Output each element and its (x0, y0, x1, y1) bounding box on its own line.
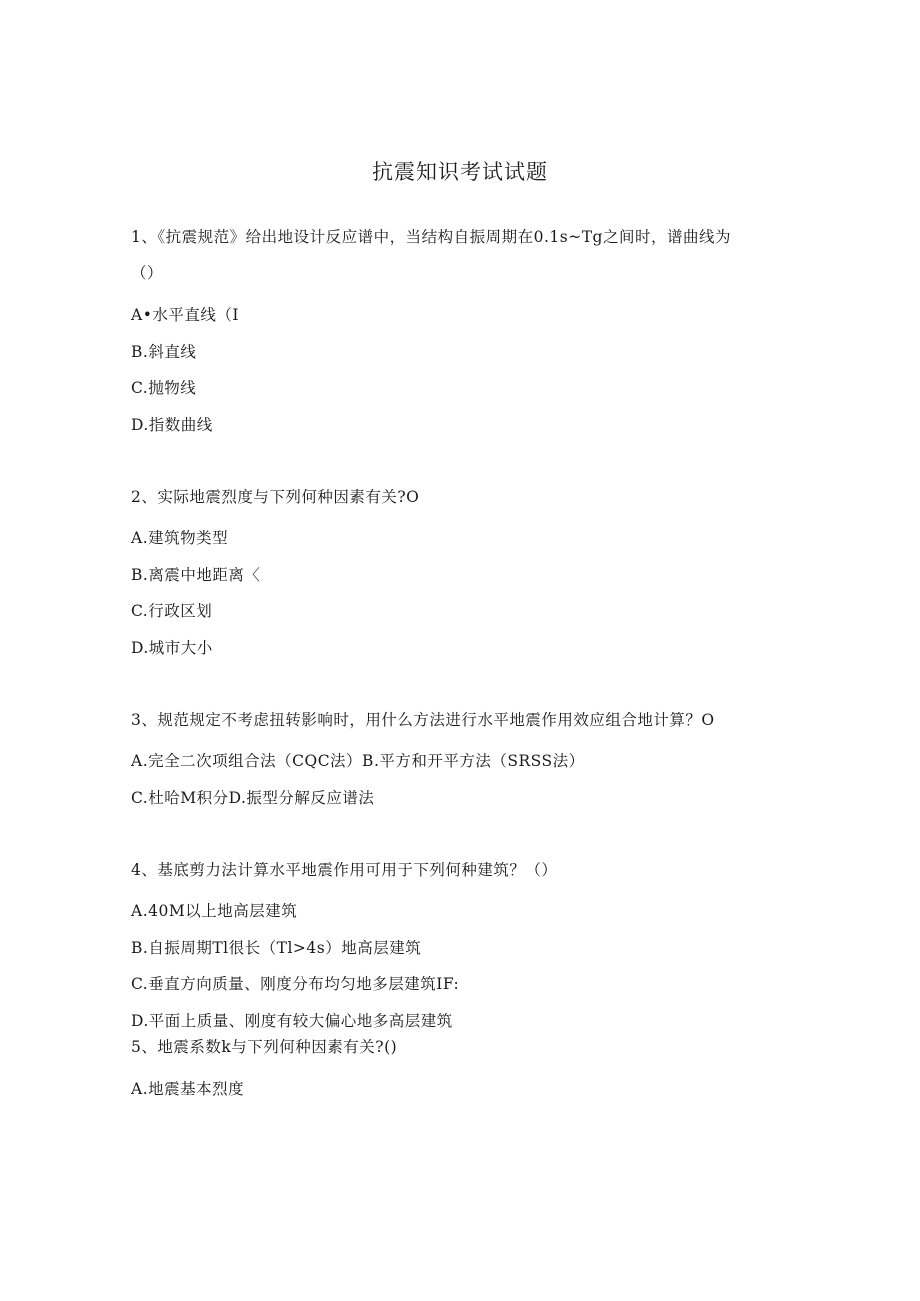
question-1-stem: 1、《抗震规范》给出地设计反应谱中，当结构自振周期在0.1s~Tg之间时，谱曲线为 (131, 228, 731, 246)
question-5-option-a: A.地震基本烈度 (131, 1080, 245, 1098)
question-4-option-a: A.40M以上地高层建筑 (131, 902, 298, 920)
question-4-option-c: C.垂直方向质量、刚度分布均匀地多层建筑IF: (131, 975, 460, 993)
question-4-stem: 4、基底剪力法计算水平地震作用可用于下列何种建筑？（） (131, 861, 558, 879)
question-3-stem: 3、规范规定不考虑扭转影响时，用什么方法进行水平地震作用效应组合地计算？O (131, 711, 715, 729)
question-1-option-c: C.抛物线 (131, 379, 197, 397)
question-4-option-b: B.自振周期Tl很长（Tl>4s）地高层建筑 (131, 939, 422, 957)
question-2-option-a: A.建筑物类型 (131, 529, 229, 547)
question-2-option-d: D.城市大小 (131, 639, 213, 657)
question-2-option-b: B.离震中地距离〈 (131, 566, 261, 584)
question-1-option-a: A•水平直线（I (131, 306, 239, 324)
question-3-options-cd: C.杜哈M积分D.振型分解反应谱法 (131, 789, 375, 807)
question-3-options-ab: A.完全二次项组合法（CQC法）B.平方和开平方法（SRSS法） (131, 752, 585, 770)
question-1-option-d: D.指数曲线 (131, 416, 213, 434)
question-2-option-c: C.行政区划 (131, 602, 213, 620)
question-2-stem: 2、实际地震烈度与下列何种因素有关?O (131, 488, 420, 506)
question-1-option-b: B.斜直线 (131, 343, 197, 361)
question-1-stem-continued: （） (131, 264, 164, 282)
question-5-stem: 5、地震系数k与下列何种因素有关?() (131, 1038, 398, 1056)
document-title: 抗震知识考试试题 (372, 160, 548, 184)
question-4-option-d: D.平面上质量、刚度有较大偏心地多高层建筑 (131, 1012, 453, 1030)
